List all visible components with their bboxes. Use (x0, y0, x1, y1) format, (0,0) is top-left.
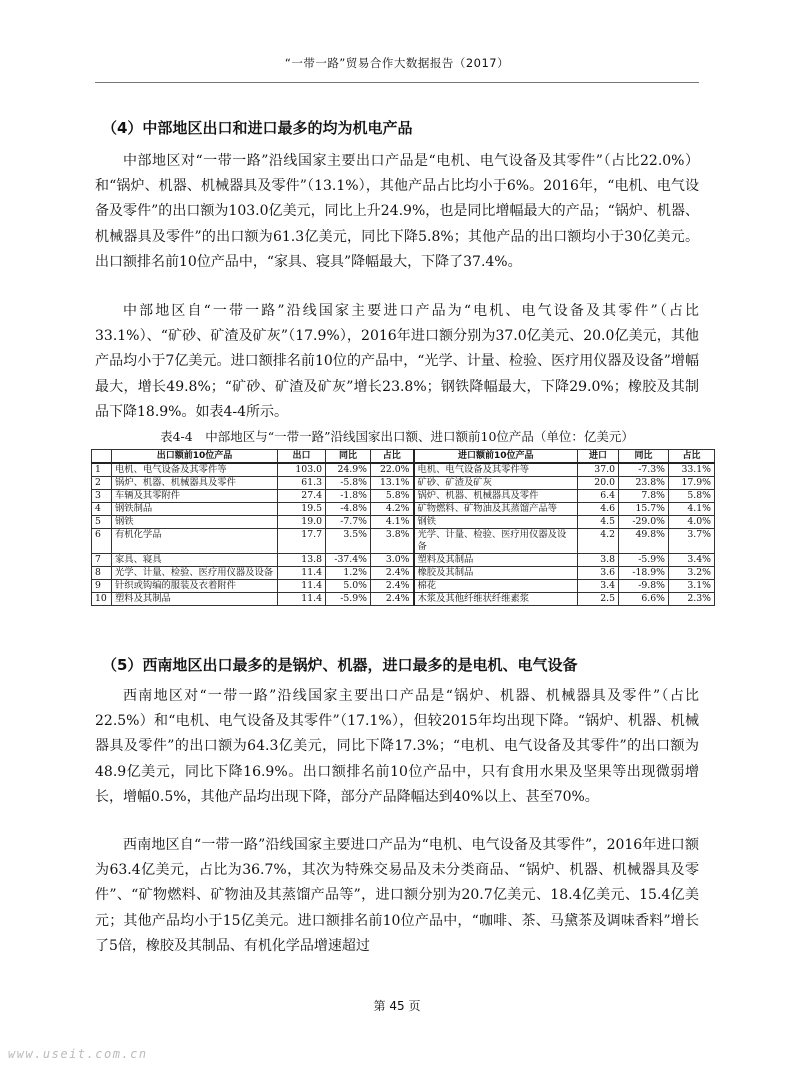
import-share-cell: 33.1% (669, 463, 715, 477)
export-share-cell: 13.1% (371, 477, 414, 490)
import-yoy-cell: -29.0% (619, 516, 669, 529)
import-value-cell: 6.4 (578, 490, 619, 503)
table-row (92, 580, 715, 593)
table-row (92, 554, 715, 567)
export-share-cell: 2.4% (371, 567, 414, 580)
export-share-cell: 5.8% (371, 490, 414, 503)
export-value-cell: 11.4 (278, 580, 326, 593)
import-share-cell: 2.3% (669, 593, 715, 606)
rank-cell: 1 (92, 463, 112, 477)
import-value-cell: 20.0 (578, 477, 619, 490)
export-value-cell: 19.5 (278, 503, 326, 516)
running-header: “一带一路”贸易合作大数据报告（2017） (284, 56, 510, 70)
import-share-cell: 3.4% (669, 554, 715, 567)
export-share-cell: 4.2% (371, 503, 414, 516)
import-product-cell: 塑料及其制品 (414, 554, 578, 567)
export-yoy-cell: -5.9% (326, 593, 371, 606)
export-yoy-cell: 24.9% (326, 463, 371, 477)
export-share-cell: 22.0% (371, 463, 414, 477)
export-product-cell: 电机、电气设备及其零件等 (112, 463, 278, 477)
table-row (92, 567, 715, 580)
page-number: 第 45 页 (373, 999, 421, 1013)
import-value-cell: 37.0 (578, 463, 619, 477)
rank-cell: 5 (92, 516, 112, 529)
rank-cell: 7 (92, 554, 112, 567)
import-yoy-cell: -18.9% (619, 567, 669, 580)
export-product-cell: 钢铁制品 (112, 503, 278, 516)
rank-header (92, 450, 112, 464)
import-yoy-header: 同比 (619, 450, 669, 464)
section-4-paragraph-1: 中部地区对“一带一路”沿线国家主要出口产品是“电机、电气设备及其零件”（占比22.0%）和“锅炉、机器、机械器具及零件”（13.1%），其他产品占比均小于6%。2016年，“电机、电气设备及零件”的出口额为103.0亿美元，同比上升24.9%，也是同比增幅最大的产品；“锅炉、机器、机械器具及零件”的出口额为61.3亿美元，同比下降5.8%；其他产品的出口额均小于30亿美元。出口额排名前10位产品中，“家具、寝具”降幅最大，下降了37.4%。 (95, 153, 699, 270)
export-value-cell: 13.8 (278, 554, 326, 567)
import-share-cell: 4.0% (669, 516, 715, 529)
table-row (92, 529, 715, 554)
import-value-cell: 4.6 (578, 503, 619, 516)
export-value-cell: 103.0 (278, 463, 326, 477)
import-yoy-cell: -7.3% (619, 463, 669, 477)
import-product-cell: 电机、电气设备及其零件等 (414, 463, 578, 477)
export-share-cell: 4.1% (371, 516, 414, 529)
import-yoy-cell: -5.9% (619, 554, 669, 567)
export-yoy-cell: -37.4% (326, 554, 371, 567)
rank-cell: 3 (92, 490, 112, 503)
header-rule (95, 82, 699, 83)
rank-cell: 8 (92, 567, 112, 580)
table-body (92, 463, 715, 606)
export-product-header: 出口额前10位产品 (112, 450, 278, 464)
export-yoy-cell: 5.0% (326, 580, 371, 593)
export-value-header: 出口 (278, 450, 326, 464)
rank-cell: 9 (92, 580, 112, 593)
import-value-cell: 3.6 (578, 567, 619, 580)
import-share-cell: 3.1% (669, 580, 715, 593)
table-row (92, 463, 715, 477)
import-product-cell: 光学、计量、检验、医疗用仪器及设备 (414, 529, 578, 554)
import-product-cell: 橡胶及其制品 (414, 567, 578, 580)
export-share-header: 占比 (371, 450, 414, 464)
import-yoy-cell: 49.8% (619, 529, 669, 554)
import-share-cell: 4.1% (669, 503, 715, 516)
export-value-cell: 61.3 (278, 477, 326, 490)
import-share-cell: 17.9% (669, 477, 715, 490)
export-value-cell: 19.0 (278, 516, 326, 529)
import-value-cell: 2.5 (578, 593, 619, 606)
export-yoy-cell: -4.8% (326, 503, 371, 516)
import-value-cell: 3.4 (578, 580, 619, 593)
import-share-header: 占比 (669, 450, 715, 464)
import-value-cell: 4.2 (578, 529, 619, 554)
export-yoy-cell: 1.2% (326, 567, 371, 580)
watermark: www.useit.com.cn (8, 1047, 148, 1061)
export-product-cell: 家具、寝具 (112, 554, 278, 567)
import-product-cell: 锅炉、机器、机械器具及零件 (414, 490, 578, 503)
export-yoy-cell: 3.5% (326, 529, 371, 554)
table-row (92, 593, 715, 606)
import-yoy-cell: 6.6% (619, 593, 669, 606)
table-caption: 表4-4 中部地区与“一带一路”沿线国家出口额、进口额前10位产品（单位：亿美元） (160, 429, 634, 444)
import-value-cell: 4.5 (578, 516, 619, 529)
export-value-cell: 27.4 (278, 490, 326, 503)
section-5-paragraph-2: 西南地区自“一带一路”沿线国家主要进口产品为“电机、电气设备及其零件”，2016年进口额为63.4亿美元，占比为36.7%，其次为特殊交易品及未分类商品、“锅炉、机器、机械器具及零件”、“矿物燃料、矿物油及其蒸馏产品等”，进口额分别为20.7亿美元、18.4亿美元、15.4亿美元；其他产品均小于15亿美元。进口额排名前10位产品中，“咖啡、茶、马黛茶及调味香料”增长了5倍，橡胶及其制品、有机化学品增速超过 (95, 837, 699, 954)
export-product-cell: 钢铁 (112, 516, 278, 529)
import-yoy-cell: 7.8% (619, 490, 669, 503)
import-product-cell: 钢铁 (414, 516, 578, 529)
export-share-cell: 3.0% (371, 554, 414, 567)
export-product-cell: 车辆及其零附件 (112, 490, 278, 503)
import-product-cell: 矿砂、矿渣及矿灰 (414, 477, 578, 490)
section-4-heading: （4）中部地区出口和进口最多的均为机电产品 (102, 119, 413, 137)
import-value-cell: 3.8 (578, 554, 619, 567)
table-row (92, 490, 715, 503)
export-product-cell: 有机化学品 (112, 529, 278, 554)
rank-cell: 2 (92, 477, 112, 490)
export-yoy-cell: -7.7% (326, 516, 371, 529)
export-value-cell: 17.7 (278, 529, 326, 554)
export-value-cell: 11.4 (278, 567, 326, 580)
export-share-cell: 3.8% (371, 529, 414, 554)
import-product-header: 进口额前10位产品 (414, 450, 578, 464)
table-row (92, 477, 715, 490)
section-5-heading: （5）西南地区出口最多的是锅炉、机器，进口最多的是电机、电气设备 (102, 656, 578, 674)
import-yoy-cell: 15.7% (619, 503, 669, 516)
export-yoy-header: 同比 (326, 450, 371, 464)
import-product-cell: 棉花 (414, 580, 578, 593)
export-share-cell: 2.4% (371, 593, 414, 606)
import-share-cell: 5.8% (669, 490, 715, 503)
import-yoy-cell: -9.8% (619, 580, 669, 593)
trade-table (91, 449, 715, 606)
import-share-cell: 3.7% (669, 529, 715, 554)
export-product-cell: 针织或钩编的服装及衣着附件 (112, 580, 278, 593)
export-product-cell: 锅炉、机器、机械器具及零件 (112, 477, 278, 490)
export-share-cell: 2.4% (371, 580, 414, 593)
rank-cell: 6 (92, 529, 112, 554)
import-share-cell: 3.2% (669, 567, 715, 580)
import-yoy-cell: 23.8% (619, 477, 669, 490)
section-5-paragraph-1: 西南地区对“一带一路”沿线国家主要出口产品是“锅炉、机器、机械器具及零件”（占比22.5%）和“电机、电气设备及其零件”（17.1%），但较2015年均出现下降。“锅炉、机器、机械器具及零件”的出口额为64.3亿美元，同比下降17.3%；“电机、电气设备及其零件”的出口额为48.9亿美元，同比下降16.9%。出口额排名前10位产品中，只有食用水果及坚果等出现微弱增长，增幅0.5%，其他产品均出现下降，部分产品降幅达到40%以上、甚至70%。 (95, 688, 699, 805)
rank-cell: 4 (92, 503, 112, 516)
section-4-paragraph-2: 中部地区自“一带一路”沿线国家主要进口产品为“电机、电气设备及其零件”（占比33.1%）、“矿砂、矿渣及矿灰”（17.9%），2016年进口额分别为37.0亿美元、20.0亿美元，其他产品均小于7亿美元。进口额排名前10位的产品中，“光学、计量、检验、医疗用仪器及设备”增幅最大，增长49.8%；“矿砂、矿渣及矿灰”增长23.8%；钢铁降幅最大，下降29.0%；橡胶及其制品下降18.9%。如表4-4所示。 (95, 303, 699, 420)
import-product-cell: 木浆及其他纤维状纤维素浆 (414, 593, 578, 606)
rank-cell: 10 (92, 593, 112, 606)
export-yoy-cell: -1.8% (326, 490, 371, 503)
export-yoy-cell: -5.8% (326, 477, 371, 490)
export-product-cell: 塑料及其制品 (112, 593, 278, 606)
table-row (92, 516, 715, 529)
table-row (92, 503, 715, 516)
import-value-header: 进口 (578, 450, 619, 464)
export-product-cell: 光学、计量、检验、医疗用仪器及设备 (112, 567, 278, 580)
import-product-cell: 矿物燃料、矿物油及其蒸馏产品等 (414, 503, 578, 516)
export-value-cell: 11.4 (278, 593, 326, 606)
table-header-row (92, 450, 715, 464)
